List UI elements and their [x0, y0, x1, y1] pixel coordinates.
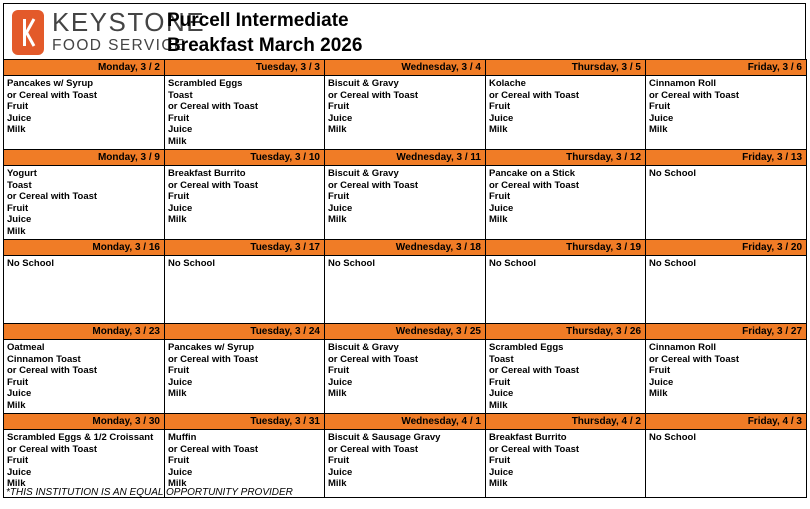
day-header-row: [4, 150, 807, 166]
menu-item: Milk: [489, 214, 508, 225]
day-label: Thursday, 3 / 12: [486, 150, 646, 166]
menu-item: No School: [328, 258, 375, 269]
day-header-row: [4, 414, 807, 430]
menu-item: Juice: [168, 466, 193, 478]
menu-item: Biscuit & Gravy: [328, 78, 399, 89]
equal-opportunity-note: *THIS INSTITUTION IS AN EQUAL OPPORTUNITY PROVIDER: [6, 487, 293, 498]
menu-item: Juice: [7, 388, 32, 399]
menu-item: No School: [7, 258, 54, 269]
menu-cell: [646, 430, 807, 498]
menu-item: or Cereal with Toast: [7, 191, 98, 202]
menu-item: Kolache: [489, 78, 526, 89]
day-label: Friday, 3 / 27: [646, 324, 807, 340]
menu-calendar: [3, 59, 807, 498]
menu-item: or Cereal with Toast: [168, 443, 259, 455]
menu-page: [3, 3, 806, 498]
day-label: Wednesday, 3 / 4: [325, 60, 486, 76]
menu-cell: [646, 76, 807, 150]
menu-item: Breakfast Burrito: [489, 432, 567, 443]
menu-item: Cinnamon Roll: [649, 78, 717, 89]
menu-item: or Cereal with Toast: [649, 353, 740, 365]
menu-item: Milk: [7, 225, 26, 237]
menu-cell: [325, 76, 486, 150]
menu-item: No School: [489, 258, 536, 269]
menu-cell: [4, 76, 165, 150]
menu-item: Fruit: [328, 365, 350, 376]
menu-cell: [325, 430, 486, 498]
menu-item: or Cereal with Toast: [328, 353, 419, 365]
menu-cell: [486, 256, 646, 324]
day-label: Monday, 3 / 30: [4, 414, 165, 430]
menu-item: Scrambled Eggs: [168, 78, 243, 89]
menu-cell: [165, 256, 325, 324]
day-label: Wednesday, 3 / 11: [325, 150, 486, 166]
day-label: Monday, 3 / 9: [4, 150, 165, 166]
menu-item: Fruit: [328, 101, 350, 112]
menu-cell: [325, 340, 486, 414]
menu-cell: [165, 76, 325, 150]
menu-item: or Cereal with Toast: [328, 179, 419, 191]
menu-item: Scrambled Eggs: [489, 342, 564, 353]
menu-item: Biscuit & Gravy: [328, 168, 399, 179]
menu-item: Muffin: [168, 432, 197, 443]
menu-item: Fruit: [7, 101, 29, 112]
menu-item: or Cereal with Toast: [489, 365, 580, 376]
day-label: Friday, 3 / 20: [646, 240, 807, 256]
menu-item: Fruit: [328, 191, 350, 202]
menu-item: Juice: [7, 214, 32, 225]
menu-item: Juice: [328, 112, 353, 124]
menu-item: Fruit: [649, 365, 671, 376]
menu-cell: [165, 340, 325, 414]
menu-item: Milk: [168, 135, 187, 147]
menu-item: Juice: [489, 112, 514, 124]
menu-item: No School: [168, 258, 215, 269]
menu-item: Oatmeal: [7, 342, 45, 353]
menu-item: Fruit: [489, 101, 511, 112]
menu-item: Fruit: [7, 455, 29, 466]
menu-item: or Cereal with Toast: [489, 443, 580, 455]
menu-item: Milk: [649, 388, 668, 399]
menu-item: Cinnamon Toast: [7, 353, 81, 365]
menu-item: Toast: [489, 353, 514, 365]
menu-row: [4, 256, 807, 324]
menu-item: Fruit: [7, 202, 29, 214]
menu-item: Biscuit & Sausage Gravy: [328, 432, 441, 443]
menu-item: No School: [649, 168, 696, 179]
menu-item: Juice: [489, 202, 514, 214]
day-label: Thursday, 3 / 19: [486, 240, 646, 256]
day-label: Wednesday, 3 / 25: [325, 324, 486, 340]
menu-cell: [4, 256, 165, 324]
menu-row: [4, 76, 807, 150]
menu-item: Milk: [489, 124, 508, 135]
menu-item: or Cereal with Toast: [168, 353, 259, 365]
menu-item: Milk: [328, 214, 347, 225]
day-label: Tuesday, 3 / 24: [165, 324, 325, 340]
day-label: Wednesday, 3 / 18: [325, 240, 486, 256]
menu-item: Milk: [489, 478, 508, 489]
menu-item: Scrambled Eggs & 1/2 Croissant: [7, 432, 154, 443]
menu-cell: [486, 430, 646, 498]
menu-item: Juice: [328, 466, 353, 478]
brand-name: KEYSTONE: [52, 7, 206, 37]
menu-item: Juice: [168, 202, 193, 214]
menu-item: or Cereal with Toast: [649, 89, 740, 101]
day-label: Monday, 3 / 23: [4, 324, 165, 340]
day-label: Tuesday, 3 / 10: [165, 150, 325, 166]
day-label: Tuesday, 3 / 3: [165, 60, 325, 76]
menu-item: Fruit: [489, 191, 511, 202]
menu-item: Juice: [328, 376, 353, 388]
menu-item: Biscuit & Gravy: [328, 342, 399, 353]
menu-cell: [646, 166, 807, 240]
menu-row: [4, 166, 807, 240]
menu-item: Milk: [168, 388, 187, 399]
menu-item: or Cereal with Toast: [7, 365, 98, 376]
menu-item: Juice: [649, 376, 674, 388]
menu-item: Juice: [7, 466, 32, 478]
menu-item: or Cereal with Toast: [328, 443, 419, 455]
menu-item: Fruit: [489, 455, 511, 466]
menu-item: Milk: [489, 399, 508, 411]
brand-subtitle: FOOD SERVICE: [52, 37, 186, 54]
menu-cell: [646, 256, 807, 324]
menu-item: Milk: [649, 124, 668, 135]
day-label: Wednesday, 4 / 1: [325, 414, 486, 430]
menu-item: or Cereal with Toast: [489, 89, 580, 101]
day-label: Monday, 3 / 2: [4, 60, 165, 76]
menu-item: Milk: [328, 478, 347, 489]
menu-item: Fruit: [168, 455, 190, 466]
menu-item: Milk: [168, 478, 187, 489]
menu-row: [4, 340, 807, 414]
menu-cell: [4, 166, 165, 240]
day-label: Friday, 4 / 3: [646, 414, 807, 430]
menu-item: Milk: [7, 478, 26, 489]
menu-item: No School: [649, 258, 696, 269]
day-label: Thursday, 3 / 5: [486, 60, 646, 76]
menu-item: Juice: [328, 202, 353, 214]
menu-item: Juice: [489, 388, 514, 399]
menu-item: Milk: [328, 124, 347, 135]
menu-cell: [486, 340, 646, 414]
menu-item: Fruit: [168, 191, 190, 202]
day-label: Thursday, 3 / 26: [486, 324, 646, 340]
menu-item: Juice: [489, 466, 514, 478]
keystone-logo-icon: [12, 10, 44, 55]
menu-item: Fruit: [328, 455, 350, 466]
menu-item: Yogurt: [7, 168, 37, 179]
menu-cell: [325, 256, 486, 324]
menu-item: Juice: [7, 112, 32, 124]
menu-item: or Cereal with Toast: [168, 179, 259, 191]
k-letter-icon: [12, 10, 44, 55]
menu-cell: [486, 166, 646, 240]
menu-item: Milk: [168, 214, 187, 225]
menu-item: Cinnamon Roll: [649, 342, 717, 353]
day-label: Friday, 3 / 6: [646, 60, 807, 76]
menu-item: Toast: [168, 89, 193, 101]
menu-item: Milk: [7, 124, 26, 135]
day-label: Monday, 3 / 16: [4, 240, 165, 256]
day-header-row: [4, 240, 807, 256]
menu-item: or Cereal with Toast: [489, 179, 580, 191]
menu-item: Pancakes w/ Syrup: [7, 78, 94, 89]
menu-item: No School: [649, 432, 696, 443]
menu-item: Pancakes w/ Syrup: [168, 342, 255, 353]
menu-item: or Cereal with Toast: [7, 443, 98, 455]
day-label: Tuesday, 3 / 17: [165, 240, 325, 256]
menu-item: Milk: [328, 388, 347, 399]
menu-cell: [486, 76, 646, 150]
day-header-row: [4, 324, 807, 340]
menu-item: Fruit: [7, 376, 29, 388]
title-block: [167, 8, 362, 58]
menu-item: Fruit: [649, 101, 671, 112]
menu-item: or Cereal with Toast: [168, 101, 259, 112]
day-label: Friday, 3 / 13: [646, 150, 807, 166]
day-label: Thursday, 4 / 2: [486, 414, 646, 430]
menu-title: Breakfast March 2026: [167, 35, 363, 56]
menu-item: Milk: [7, 399, 26, 411]
menu-item: Pancake on a Stick: [489, 168, 576, 179]
school-name: Purcell Intermediate: [167, 10, 349, 31]
menu-cell: [325, 166, 486, 240]
menu-item: or Cereal with Toast: [7, 89, 98, 101]
day-header-row: [4, 60, 807, 76]
menu-item: Juice: [649, 112, 674, 124]
day-label: Tuesday, 3 / 31: [165, 414, 325, 430]
menu-item: or Cereal with Toast: [328, 89, 419, 101]
menu-item: Juice: [168, 376, 193, 388]
menu-item: Toast: [7, 179, 32, 191]
menu-item: Fruit: [168, 112, 190, 124]
menu-cell: [165, 166, 325, 240]
menu-item: Fruit: [489, 376, 511, 388]
menu-header: [3, 3, 806, 59]
menu-item: Fruit: [168, 365, 190, 376]
menu-cell: [4, 340, 165, 414]
menu-item: Breakfast Burrito: [168, 168, 246, 179]
menu-cell: [646, 340, 807, 414]
menu-item: Juice: [168, 124, 193, 135]
